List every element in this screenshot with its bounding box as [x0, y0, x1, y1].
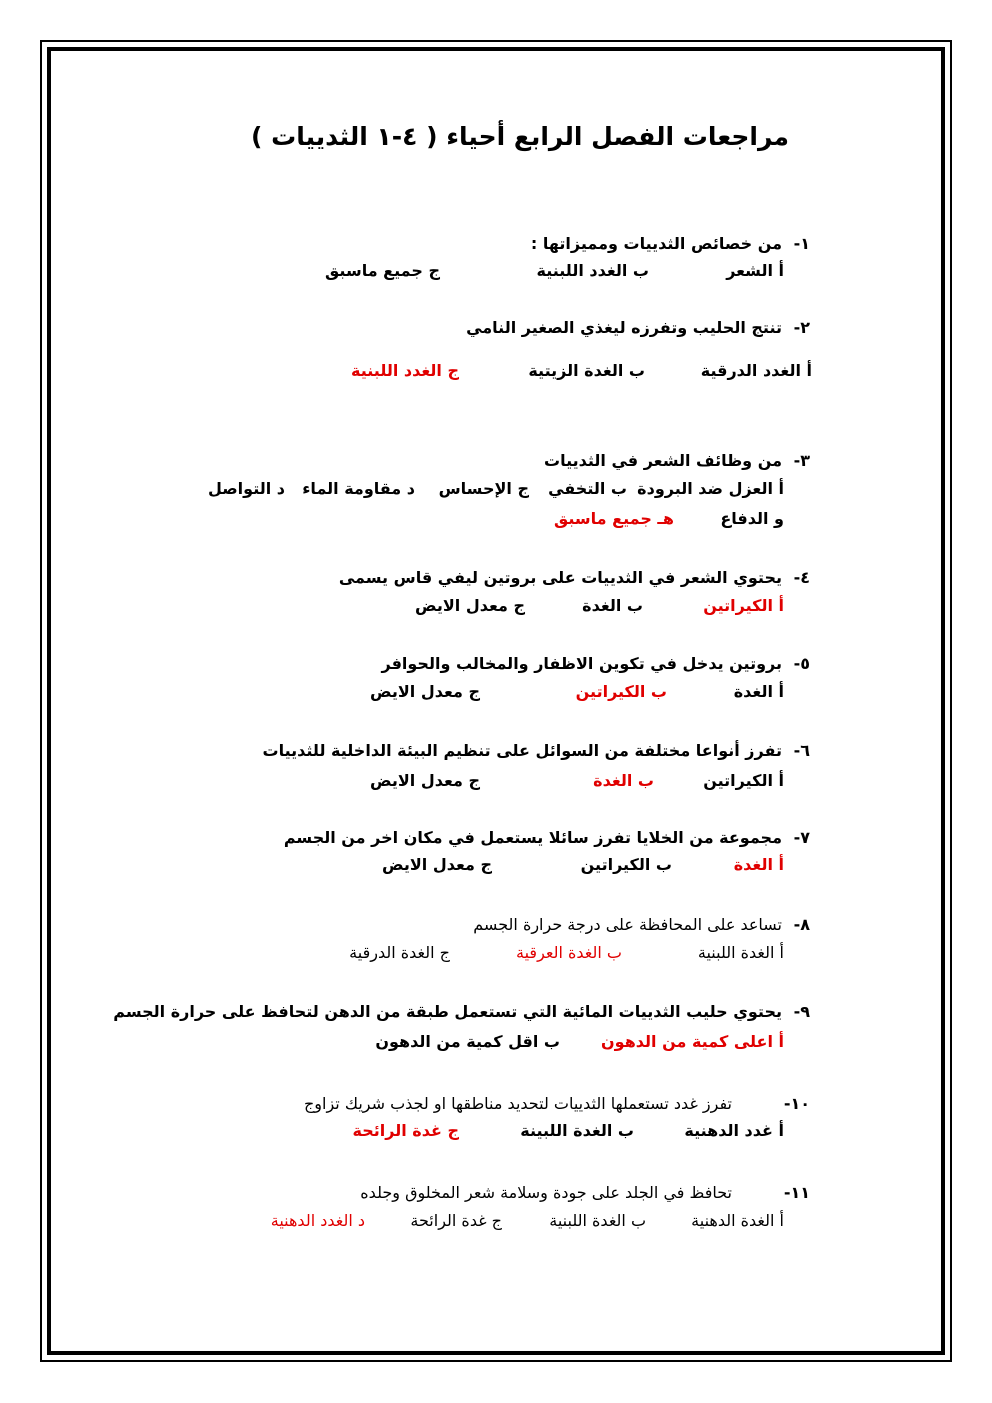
option: ب الغدة اللبنية [549, 1211, 646, 1230]
question-text: من خصائص الثدييات ومميزاتها : [530, 234, 782, 253]
question-text: تفرز غدد تستعملها الثدييات لتحديد مناطقها او لجذب شريك تزاوج [303, 1094, 732, 1113]
option: أ الكيراتين [703, 771, 784, 790]
option: أ غدد الدهنية [684, 1121, 784, 1140]
answer-option: أ الكيراتين [703, 596, 784, 615]
question-number: ٦- [793, 741, 810, 760]
answer-option: ب الكيراتين [575, 682, 667, 701]
option: ب الغدد اللبنية [536, 261, 649, 280]
option: و الدفاع [720, 509, 784, 528]
answer-option: ج الغدد اللبنية [351, 361, 459, 380]
answer-option: هـ جميع ماسبق [553, 509, 674, 528]
option: أ الغدة اللبنية [697, 943, 784, 962]
question-number: ٩- [793, 1002, 810, 1021]
answer-option: د الغدد الدهنية [270, 1211, 365, 1230]
question-number: ٢- [793, 318, 810, 337]
option: ج معدل الايض [370, 771, 480, 790]
option: ج غدة الرائحة [410, 1211, 502, 1230]
option: ب اقل كمية من الدهون [375, 1032, 560, 1051]
question-number: ٨- [793, 915, 810, 934]
question-text: من وظائف الشعر في الثدييات [544, 451, 782, 470]
option: ب الغدة الزيتية [528, 361, 645, 380]
answer-option: ب الغدة العرقية [516, 943, 622, 962]
question-number: ٤- [793, 568, 810, 587]
page-title: مراجعات الفصل الرابع أحياء ( ٤-١ الثدييات ) [250, 122, 789, 151]
option: ب الغدة [582, 596, 643, 615]
option: ب الغدة اللبينة [520, 1121, 634, 1140]
option: ج معدل الايض [370, 682, 480, 701]
option: ج الإحساس [438, 479, 529, 498]
option: أ العزل ضد البرودة [637, 479, 784, 498]
question-text: يحتوي الشعر في الثدييات على بروتين ليفي قاس يسمى [338, 568, 782, 587]
option: أ الغدة الدهنية [691, 1211, 784, 1230]
question-text: يحتوي حليب الثدييات المائية التي تستعمل طبقة من الدهن لتحافظ على حرارة الجسم [113, 1002, 782, 1021]
answer-option: أ اعلى كمية من الدهون [601, 1032, 784, 1051]
option: ج معدل الايض [382, 855, 492, 874]
answer-option: ب الغدة [593, 771, 654, 790]
question-number: ١- [793, 234, 810, 253]
option: أ الغدد الدرقية [700, 361, 812, 380]
option: ج معدل الايض [415, 596, 525, 615]
question-text: تساعد على المحافظة على درجة حرارة الجسم [473, 915, 782, 934]
question-text: تحافظ في الجلد على جودة وسلامة شعر المخلوق وجلده [360, 1183, 732, 1202]
question-number: ١١- [783, 1183, 810, 1202]
option: أ الشعر [726, 261, 784, 280]
option: د مقاومة الماء [302, 479, 415, 498]
question-text: تنتج الحليب وتفرزه ليغذي الصغير النامي [466, 318, 782, 337]
question-text: مجموعة من الخلايا تفرز سائلا يستعمل في مكان اخر من الجسم [283, 828, 782, 847]
question-number: ٣- [793, 451, 810, 470]
answer-option: ج غدة الرائحة [352, 1121, 459, 1140]
question-number: ٧- [793, 828, 810, 847]
option: ج جميع ماسبق [325, 261, 440, 280]
option: ب التخفي [548, 479, 627, 498]
option: أ الغدة [733, 682, 784, 701]
question-number: ٥- [793, 654, 810, 673]
page-border-inner [47, 47, 945, 1355]
question-text: بروتين يدخل في تكوين الاظفار والمخالب والحوافر [381, 654, 782, 673]
answer-option: أ الغدة [733, 855, 784, 874]
option: د التواصل [207, 479, 285, 498]
question-text: تفرز أنواعا مختلفة من السوائل على تنظيم البيئة الداخلية للثدييات [262, 741, 782, 760]
question-number: ١٠- [783, 1094, 810, 1113]
option: ب الكيراتين [580, 855, 672, 874]
option: ج الغدة الدرقية [349, 943, 450, 962]
